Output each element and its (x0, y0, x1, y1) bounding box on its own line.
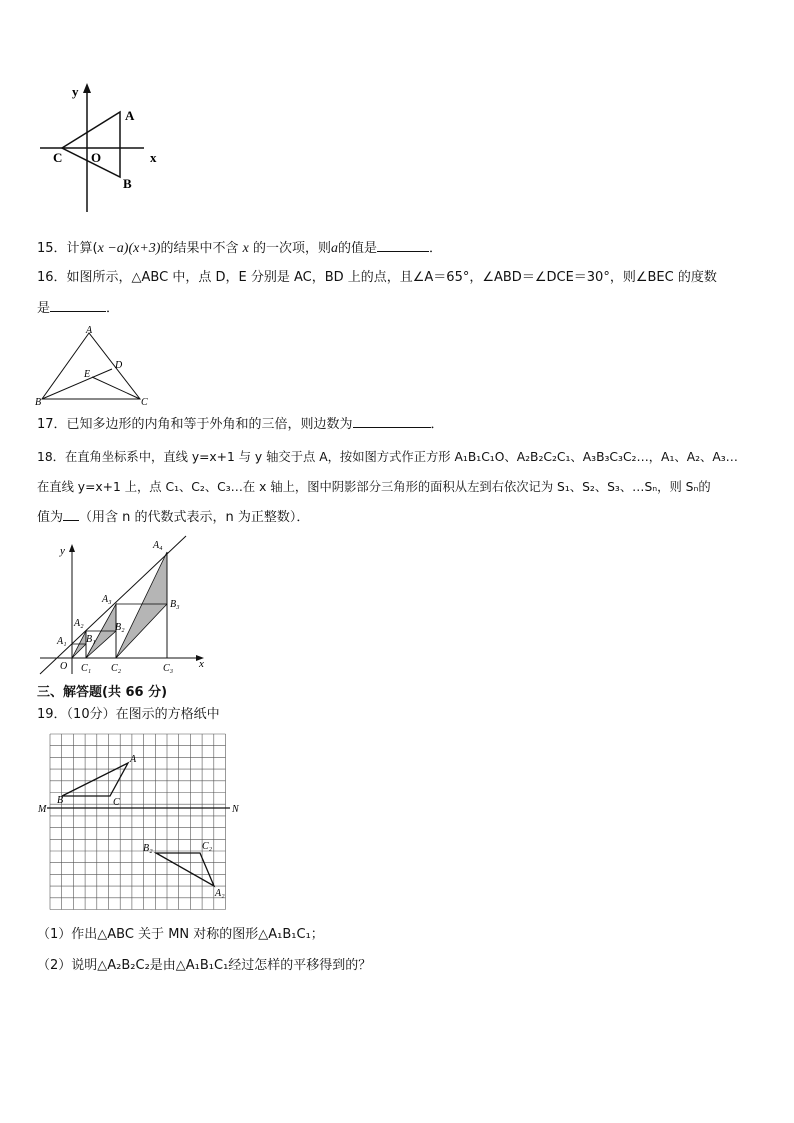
label-o: O (91, 150, 102, 165)
question-17: 17．已知多边形的内角和等于外角和的三倍，则边数为 ． (37, 417, 444, 432)
label-b: B (35, 397, 42, 408)
triangle-a2b2c2 (156, 853, 214, 886)
label-x: x (199, 658, 204, 670)
triangle-abc (42, 333, 140, 399)
shaded-triangle-s3 (116, 552, 167, 658)
label-a4: A₄ (153, 540, 163, 551)
q15-answer-blank[interactable] (377, 239, 429, 252)
triangle-abc (62, 763, 128, 796)
question-19-part2: （2）说明△A₂B₂C₂是由△A₁B₁C₁经过怎样的平移得到的？ (37, 958, 372, 973)
label-n: N (232, 804, 239, 815)
label-a: A (130, 754, 137, 765)
label-a: A (86, 325, 93, 336)
question-16-line2: 是 ． (37, 301, 120, 316)
question-19-part1: （1）作出△ABC 关于 MN 对称的图形△A₁B₁C₁； (37, 927, 324, 942)
q17-answer-blank[interactable] (353, 415, 431, 428)
question-15: 15．计算(x −a)(x+3)的结果中不含 x 的一次项，则a的值是 ． (37, 241, 442, 256)
label-b1: B₁ (86, 634, 96, 645)
label-a: A (125, 108, 135, 123)
segment-ec (92, 377, 140, 399)
label-c: C (141, 397, 148, 408)
label-o: O (60, 661, 68, 672)
label-m: M (38, 804, 47, 815)
label-b: B (57, 795, 64, 806)
q14-figure (36, 80, 176, 215)
triangle-abc (62, 112, 120, 177)
q18-answer-blank[interactable] (63, 508, 79, 521)
label-e: E (84, 369, 91, 380)
label-b: B (123, 176, 132, 191)
y-arrow (69, 544, 75, 552)
label-b3: B₃ (170, 599, 180, 610)
label-a2: A₂ (74, 618, 84, 629)
q16-answer-blank[interactable] (50, 299, 106, 312)
label-y: y (60, 545, 65, 557)
section-heading: 三、解答题(共 66 分) (37, 685, 168, 700)
shaded-triangle-s1 (72, 631, 86, 658)
label-d: D (115, 360, 123, 371)
label-x: x (150, 150, 157, 165)
label-a1: A₁ (57, 636, 67, 647)
label-c2: C₂ (202, 841, 213, 852)
question-18-line2: 在直线 y=x+1 上，点 C₁、C₂、C₃…在 x 轴上，图中阴影部分三角形的面积从左到右依次记为 S₁、S₂、S₃、…Sₙ，则 Sₙ的 (37, 480, 711, 494)
label-b2: B₂ (115, 622, 125, 633)
q15-pre: 15． (37, 241, 67, 256)
y-arrow (83, 83, 91, 93)
label-c1: C₁ (81, 663, 92, 674)
q16-figure (34, 325, 154, 407)
label-c3: C₃ (163, 663, 174, 674)
q19-grid-figure (36, 728, 246, 918)
label-a2: A₂ (215, 888, 225, 899)
q18-figure (36, 534, 216, 676)
question-18-line1: 18．在直角坐标系中，直线 y=x+1 与 y 轴交于点 A，按如图方式作正方形 A₁B₁C₁O、A₂B₂C₂C₁、A₃B₃C₃C₂…，A₁、A₂、A₃… (37, 450, 738, 464)
label-c2: C₂ (111, 663, 122, 674)
q15-expression: x −a)(x+3) (97, 241, 161, 256)
label-c: C (113, 797, 120, 808)
grid-paper (50, 734, 226, 910)
question-16-line1: 16．如图所示，△ABC 中，点 D，E 分别是 AC，BD 上的点，且∠A＝65°，∠ABD＝∠DCE＝30°，则∠BEC 的度数 (37, 270, 717, 285)
question-18-line3: 值为 （用含 n 的代数式表示，n 为正整数）． (37, 510, 310, 525)
label-b2: B₂ (143, 843, 153, 854)
question-19-header: 19．（10分）在图示的方格纸中 (37, 707, 220, 722)
label-y: y (72, 84, 79, 99)
label-c: C (53, 150, 63, 165)
label-a3: A₃ (102, 594, 112, 605)
